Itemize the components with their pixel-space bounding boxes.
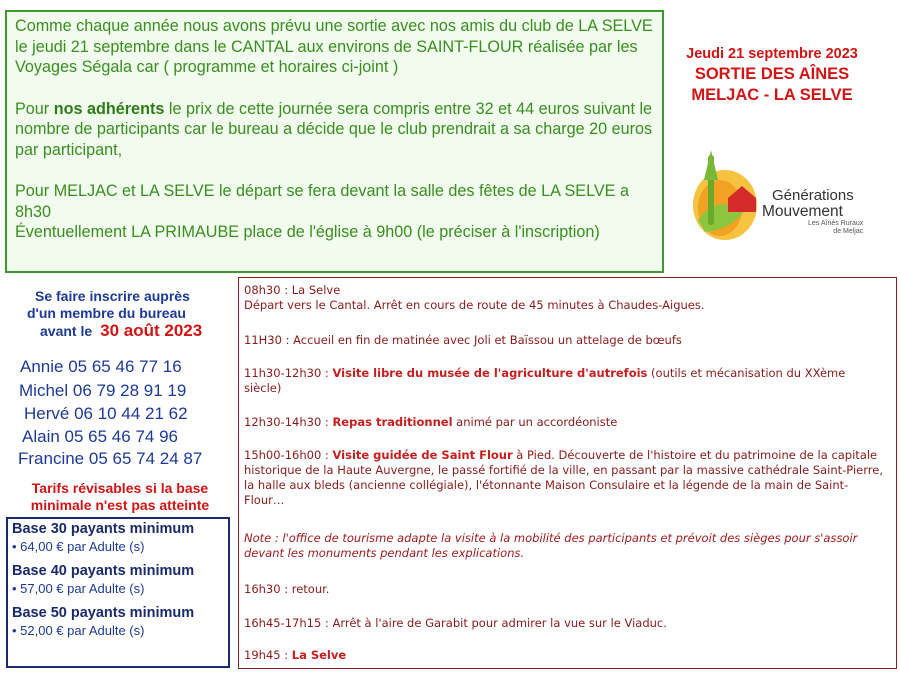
generations-mouvement-logo [690, 150, 890, 245]
tarifs-note: Tarifs révisables si la base minimale n'est pas atteinte [30, 480, 210, 513]
event-title: SORTIE DES AÎNES [694, 65, 850, 83]
logo-subtitle: Les Aînés Ruraux de Meljac [808, 220, 864, 235]
intro-paragraph-2: Pour nos adhérents le prix de cette journée sera compris entre 32 et 44 euros suivant le nombre de participants car le bureau a décide que le club prendrait a sa charge 20 euros par participant, [15, 99, 653, 159]
price-value: • 52,00 € par Adulte (s) [12, 623, 145, 638]
program-item-saint-flour: 15h00-16h00 : Visite guidée de Saint Flour à Pied. Découverte de l'histoire et du patrimoine de la capitale historique de la Haute Auvergne, le passé fortifié de la ville, en passant par la massive cathédrale Saint-Pierre, la halle aux bleds (ancienne collégiale), l'étonnante Maison Consulaire et la légende de la main de Saint-Flour… [244, 448, 883, 507]
price-base: Base 50 payants minimum [12, 605, 195, 621]
inscription-line-2: d'un membre du bureau [27, 305, 186, 321]
intro-paragraph-1: Comme chaque année nous avons prévu une sortie avec nos amis du club de LA SELVE le jeudi 21 septembre dans le CANTAL aux environs de SAINT-FLOUR réalisée par les Voyages Ségala car ( programme et horaires ci-joint ) [15, 17, 653, 76]
program-item-accueil: 11H30 : Accueil en fin de matinée avec Joli et Baïssou un attelage de bœufs [244, 333, 682, 347]
price-base: Base 40 payants minimum [12, 563, 195, 579]
inscription-deadline: 30 août 2023 [100, 321, 203, 340]
adherents-emphasis: nos adhérents [53, 99, 165, 118]
logo-line-mouvement: Mouvement [762, 203, 843, 220]
intro-paragraph-3: Pour MELJAC et LA SELVE le départ se fera devant la salle des fêtes de LA SELVE a 8h30 Éventuellement LA PRIMAUBE place de l'église à 9h00 (le préciser à l'inscription) [15, 182, 629, 241]
intro-paragraph-4: Éventuellement LA PRIMAUBE place de l'église à 9h00 (le préciser à l'inscription) [15, 223, 600, 241]
price-base: Base 30 payants minimum [12, 521, 195, 537]
contact-item: Francine 05 65 74 24 87 [18, 449, 203, 468]
event-subtitle: MELJAC - LA SELVE [691, 86, 853, 104]
program-note: Note : l'office de tourisme adapte la visite à la mobilité des participants et prévoit des sièges pour s'assoir devant les monuments pendant les explications. [244, 531, 858, 560]
logo-tree-top [704, 150, 718, 180]
price-box [6, 517, 230, 668]
contact-item: Hervé 06 10 44 21 62 [24, 404, 188, 423]
program-item-garabit: 16h45-17h15 : Arrêt à l'aire de Garabit pour admirer la vue sur le Viaduc. [244, 616, 667, 630]
event-date: Jeudi 21 septembre 2023 [686, 46, 858, 62]
intro-box [5, 10, 664, 273]
inscription-line-3: avant le 30 août 2023 [40, 321, 203, 340]
program-box [238, 277, 897, 669]
contact-item: Annie 05 65 46 77 16 [20, 357, 182, 376]
program-item-musee: 11h30-12h30 : Visite libre du musée de l'agriculture d'autrefois (outils et mécanisation du XXème siècle) [244, 366, 846, 395]
inscription-line-1: Se faire inscrire auprès [35, 288, 190, 304]
logo-line-generations: Générations [772, 187, 854, 204]
program-item-retour: 16h30 : retour. [244, 582, 330, 596]
price-value: • 64,00 € par Adulte (s) [12, 539, 145, 554]
program-item-repas: 12h30-14h30 : Repas traditionnel animé par un accordéoniste [244, 415, 618, 429]
contact-item: Michel 06 79 28 91 19 [19, 381, 187, 400]
program-item-arrival: 19h45 : La Selve [244, 648, 347, 662]
program-item-departure: 08h30 : La Selve Départ vers le Cantal. Arrêt en cours de route de 45 minutes à Chaudes-Aigues. [244, 283, 705, 312]
event-header [672, 45, 872, 106]
inscription-info [10, 288, 230, 340]
contact-item: Alain 05 65 46 74 96 [22, 427, 178, 446]
price-value: • 57,00 € par Adulte (s) [12, 581, 145, 596]
